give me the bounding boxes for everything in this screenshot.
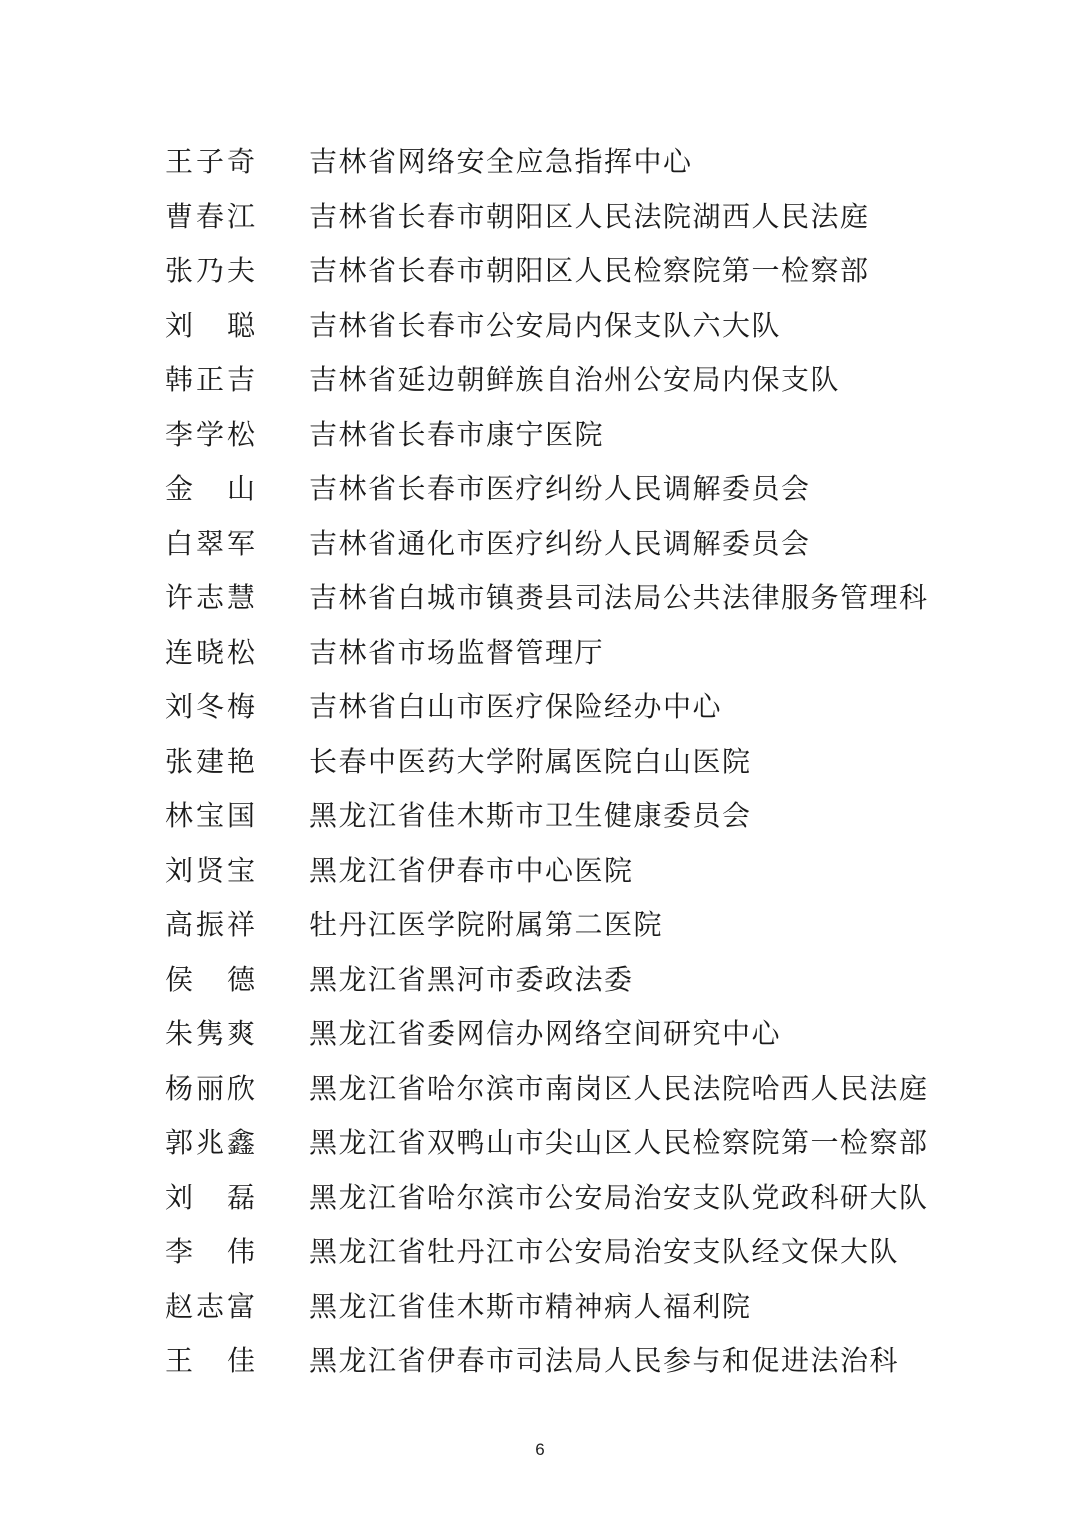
list-item xyxy=(0,789,1080,844)
name-list xyxy=(0,135,1080,1389)
list-item xyxy=(0,1116,1080,1171)
person-name: 刘 聪 xyxy=(165,308,255,342)
person-name: 李 伟 xyxy=(165,1235,255,1268)
person-name: 高振祥 xyxy=(165,908,255,941)
list-item xyxy=(0,190,1080,245)
person-name: 王子奇 xyxy=(165,145,255,178)
list-item xyxy=(0,517,1080,572)
organization: 黑龙江省委网信办网络空间研究中心 xyxy=(309,1017,782,1050)
organization: 牡丹江医学院附属第二医院 xyxy=(309,908,664,941)
person-name: 王 佳 xyxy=(165,1344,255,1377)
organization: 吉林省白山市医疗保险经办中心 xyxy=(309,690,723,723)
list-item xyxy=(0,1171,1080,1226)
organization: 黑龙江省哈尔滨市南岗区人民法院哈西人民法庭 xyxy=(309,1071,929,1105)
person-name: 郭兆鑫 xyxy=(165,1126,255,1159)
list-item xyxy=(0,299,1080,354)
person-name: 刘贤宝 xyxy=(165,853,255,887)
organization: 吉林省通化市医疗纠纷人民调解委员会 xyxy=(309,526,811,560)
organization: 吉林省市场监督管理厅 xyxy=(309,635,605,669)
list-item xyxy=(0,571,1080,626)
person-name: 侯 德 xyxy=(165,962,255,996)
person-name: 朱隽爽 xyxy=(165,1017,255,1050)
person-name: 刘冬梅 xyxy=(165,690,255,723)
organization: 黑龙江省双鸭山市尖山区人民检察院第一检察部 xyxy=(309,1126,929,1159)
person-name: 林宝国 xyxy=(165,799,255,832)
organization: 长春中医药大学附属医院白山医院 xyxy=(309,744,752,778)
organization: 黑龙江省黑河市委政法委 xyxy=(309,962,634,996)
person-name: 许志慧 xyxy=(165,581,255,614)
organization: 黑龙江省伊春市司法局人民参与和促进法治科 xyxy=(309,1344,900,1377)
person-name: 金 山 xyxy=(165,472,255,505)
list-item xyxy=(0,408,1080,463)
person-name: 曹春江 xyxy=(165,199,255,233)
list-item xyxy=(0,680,1080,735)
list-item xyxy=(0,462,1080,517)
organization: 黑龙江省哈尔滨市公安局治安支队党政科研大队 xyxy=(309,1180,929,1214)
person-name: 赵志富 xyxy=(165,1289,255,1323)
list-item xyxy=(0,244,1080,299)
organization: 吉林省白城市镇赉县司法局公共法律服务管理科 xyxy=(309,581,929,614)
list-item xyxy=(0,1334,1080,1389)
person-name: 刘 磊 xyxy=(165,1180,255,1214)
organization: 黑龙江省佳木斯市卫生健康委员会 xyxy=(309,799,752,832)
list-item xyxy=(0,1280,1080,1335)
organization: 吉林省长春市医疗纠纷人民调解委员会 xyxy=(309,472,811,505)
organization: 吉林省延边朝鲜族自治州公安局内保支队 xyxy=(309,363,841,396)
person-name: 韩正吉 xyxy=(165,363,255,396)
list-item xyxy=(0,1007,1080,1062)
person-name: 连晓松 xyxy=(165,635,255,669)
person-name: 张建艳 xyxy=(165,744,255,778)
organization: 黑龙江省伊春市中心医院 xyxy=(309,853,634,887)
list-item xyxy=(0,135,1080,190)
organization: 吉林省长春市公安局内保支队六大队 xyxy=(309,308,782,342)
person-name: 张乃夫 xyxy=(165,254,255,287)
list-item xyxy=(0,1062,1080,1117)
person-name: 白翠军 xyxy=(165,526,255,560)
organization: 吉林省长春市康宁医院 xyxy=(309,417,605,451)
list-item xyxy=(0,898,1080,953)
list-item xyxy=(0,353,1080,408)
organization: 吉林省网络安全应急指挥中心 xyxy=(309,145,693,178)
person-name: 杨丽欣 xyxy=(165,1071,255,1105)
person-name: 李学松 xyxy=(165,417,255,451)
list-item xyxy=(0,1225,1080,1280)
page-number: 6 xyxy=(535,1440,545,1459)
organization: 黑龙江省佳木斯市精神病人福利院 xyxy=(309,1289,752,1323)
organization: 吉林省长春市朝阳区人民法院湖西人民法庭 xyxy=(309,199,870,233)
organization: 黑龙江省牡丹江市公安局治安支队经文保大队 xyxy=(309,1235,900,1268)
list-item xyxy=(0,735,1080,790)
list-item xyxy=(0,626,1080,681)
list-item xyxy=(0,844,1080,899)
list-item xyxy=(0,953,1080,1008)
organization: 吉林省长春市朝阳区人民检察院第一检察部 xyxy=(309,254,870,287)
